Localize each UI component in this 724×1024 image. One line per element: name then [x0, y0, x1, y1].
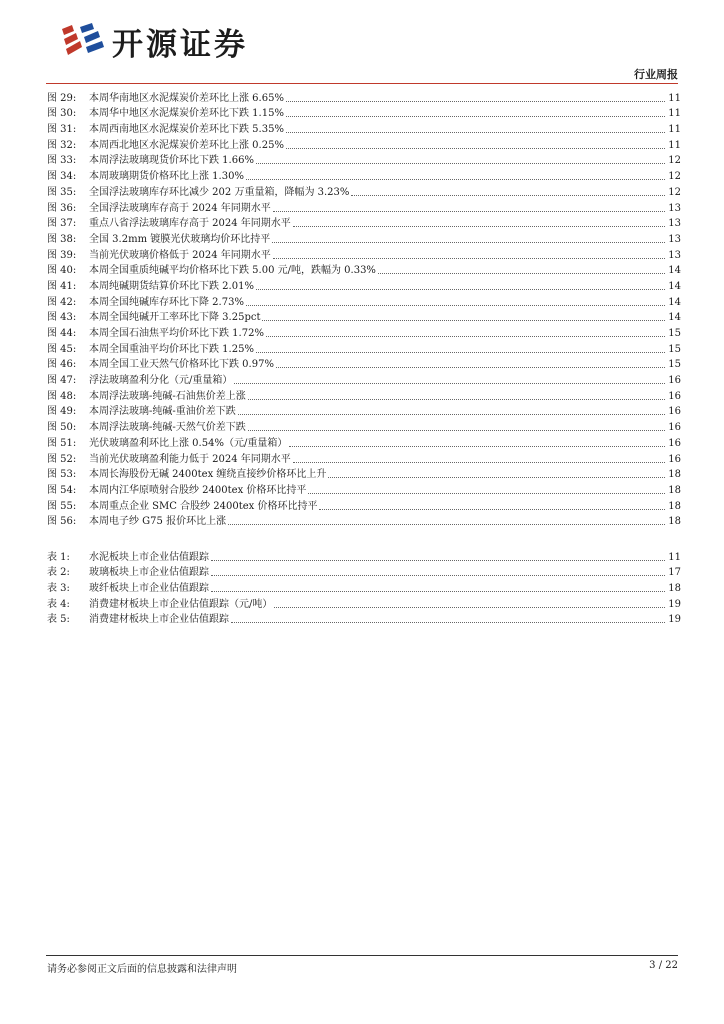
entry-page: 14: [668, 280, 681, 292]
table-entry[interactable]: [47, 595, 681, 611]
entry-title: 光伏玻璃盈利环比上涨 0.54%（元/重量箱）: [89, 437, 288, 449]
dot-leader: [228, 524, 665, 525]
dot-leader: [276, 367, 665, 368]
dot-leader: [248, 430, 665, 431]
figure-entry[interactable]: [47, 199, 681, 215]
figure-entry[interactable]: [47, 340, 681, 356]
entry-page: 13: [668, 233, 681, 245]
entry-title: 本周电子纱 G75 报价环比上涨: [89, 516, 227, 528]
entry-title: 本周全国重油平均价环比下跌 1.25%: [89, 343, 254, 355]
entry-page: 12: [668, 171, 681, 183]
figure-entry[interactable]: [47, 120, 681, 136]
brand-name: 开源证券: [112, 26, 248, 63]
entry-title: 本周华南地区水泥煤炭价差环比上涨 6.65%: [89, 92, 284, 104]
entry-title: 玻纤板块上市企业估值跟踪: [89, 583, 209, 595]
table-entry[interactable]: [47, 564, 681, 580]
dot-leader: [211, 560, 665, 561]
kaiyuan-logo-icon: [58, 21, 106, 61]
entry-number: 图 35:: [47, 186, 77, 198]
dot-leader: [234, 383, 665, 384]
dot-leader: [272, 242, 665, 243]
entry-number: 图 32:: [47, 139, 77, 151]
entry-page: 19: [668, 598, 681, 610]
entry-page: 11: [668, 551, 681, 563]
figure-entry[interactable]: [47, 136, 681, 152]
entry-number: 图 55:: [47, 500, 77, 512]
entry-title: 本周全国石油焦平均价环比下跌 1.72%: [89, 328, 264, 339]
entry-title: 本周全国重质纯碱平均价格环比下跌 5.00 元/吨，跌幅为 0.33%: [89, 265, 376, 277]
entry-title: 全国浮法玻璃库存高于 2024 年同期水平: [89, 202, 271, 214]
figure-entry[interactable]: [47, 434, 681, 450]
figure-entry[interactable]: [47, 513, 681, 529]
entry-number: 表 5:: [47, 614, 70, 626]
entry-page: 15: [668, 359, 681, 371]
entry-number: 图 56:: [47, 516, 77, 528]
entry-page: 16: [668, 422, 681, 434]
entry-number: 图 46:: [47, 359, 77, 371]
dot-leader: [246, 179, 665, 180]
entry-title: 本周全国纯碱开工率环比下降 3.25pct: [89, 312, 261, 324]
figure-entry[interactable]: [47, 403, 681, 419]
entry-title: 全国 3.2mm 镀膜光伏玻璃均价环比持平: [89, 233, 271, 245]
figure-entry[interactable]: [47, 230, 681, 246]
figure-entry[interactable]: [47, 371, 681, 387]
entry-title: 消费建材板块上市企业估值跟踪（元/吨）: [89, 598, 273, 610]
header-divider: [46, 83, 678, 84]
figure-entry[interactable]: [47, 215, 681, 231]
figure-entry[interactable]: [47, 450, 681, 466]
entry-page: 16: [668, 375, 681, 387]
dot-leader: [262, 320, 665, 321]
dot-leader: [293, 462, 665, 463]
entry-page: 18: [668, 516, 681, 528]
entry-number: 图 41:: [47, 280, 77, 292]
entry-title: 本周浮法玻璃-纯碱-石油焦价差上涨: [89, 390, 246, 402]
entry-page: 13: [668, 202, 681, 214]
figure-entry[interactable]: [47, 309, 681, 325]
entry-title: 本周浮法玻璃现货价环比下跌 1.66%: [89, 155, 254, 167]
dot-leader: [246, 305, 665, 306]
dot-leader: [256, 163, 665, 164]
entry-page: 11: [668, 92, 681, 104]
entry-page: 16: [668, 390, 681, 402]
entry-number: 图 37:: [47, 218, 77, 230]
dot-leader: [274, 607, 665, 608]
entry-title: 本周华中地区水泥煤炭价差环比下跌 1.15%: [89, 108, 284, 120]
entry-number: 图 54:: [47, 484, 77, 496]
dot-leader: [238, 414, 665, 415]
entry-page: 19: [668, 614, 681, 626]
dot-leader: [273, 211, 665, 212]
entry-page: 15: [668, 328, 681, 339]
entry-number: 图 47:: [47, 375, 77, 387]
entry-page: 16: [668, 453, 681, 465]
entry-page: 17: [668, 567, 681, 579]
dot-leader: [286, 132, 665, 133]
entry-number: 图 49:: [47, 406, 77, 418]
dot-leader: [266, 336, 665, 337]
dot-leader: [211, 591, 665, 592]
entry-title: 本周重点企业 SMC 合股纱 2400tex 价格环比持平: [89, 500, 318, 512]
entry-page: 18: [668, 500, 681, 512]
entry-page: 13: [668, 249, 681, 261]
dot-leader: [378, 273, 665, 274]
figure-entry[interactable]: [47, 293, 681, 309]
entry-page: 15: [668, 343, 681, 355]
entry-number: 表 4:: [47, 598, 70, 610]
entry-number: 图 53:: [47, 469, 77, 481]
entry-page: 11: [668, 139, 681, 151]
entry-title: 全国浮法玻璃库存环比减少 202 万重量箱，降幅为 3.23%: [89, 186, 350, 198]
figure-list: [47, 89, 681, 528]
entry-number: 表 2:: [47, 567, 70, 579]
entry-number: 表 3:: [47, 583, 70, 595]
dot-leader: [319, 509, 665, 510]
entry-page: 14: [668, 265, 681, 277]
entry-number: 图 36:: [47, 202, 77, 214]
entry-number: 图 34:: [47, 171, 77, 183]
figure-entry[interactable]: [47, 497, 681, 513]
entry-title: 本周西北地区水泥煤炭价差环比上涨 0.25%: [89, 139, 284, 151]
entry-page: 12: [668, 186, 681, 198]
entry-number: 图 43:: [47, 312, 77, 324]
page-number: 3 / 22: [649, 960, 678, 971]
dot-leader: [286, 148, 665, 149]
figure-entry[interactable]: [47, 418, 681, 434]
figure-entry[interactable]: [47, 89, 681, 105]
entry-number: 图 48:: [47, 390, 77, 402]
figure-entry[interactable]: [47, 277, 681, 293]
dot-leader: [328, 477, 665, 478]
figure-entry[interactable]: [47, 152, 681, 168]
entry-title: 本周纯碱期货结算价环比下跌 2.01%: [89, 280, 254, 292]
entry-page: 11: [668, 124, 681, 136]
entry-title: 本周全国工业天然气价格环比下跌 0.97%: [89, 359, 274, 371]
entry-number: 图 42:: [47, 296, 77, 308]
company-logo: [58, 20, 248, 62]
entry-page: 18: [668, 583, 681, 595]
figure-entry[interactable]: [47, 324, 681, 340]
entry-page: 18: [668, 469, 681, 481]
figure-entry[interactable]: [47, 481, 681, 497]
entry-number: 表 1:: [47, 551, 70, 563]
entry-page: 18: [668, 484, 681, 496]
entry-page: 13: [668, 218, 681, 230]
entry-title: 本周玻璃期货价格环比上涨 1.30%: [89, 171, 244, 183]
dot-leader: [293, 226, 665, 227]
dot-leader: [273, 258, 665, 259]
entry-number: 图 40:: [47, 265, 77, 277]
entry-number: 图 52:: [47, 453, 77, 465]
entry-title: 浮法玻璃盈利分化（元/重量箱）: [89, 375, 233, 387]
entry-title: 本周长海股份无碱 2400tex 缠绕直接纱价格环比上升: [89, 469, 327, 481]
entry-title: 本周内江华原喷射合股纱 2400tex 价格环比持平: [89, 484, 307, 496]
entry-page: 16: [668, 406, 681, 418]
entry-title: 本周浮法玻璃-纯碱-重油价差下跌: [89, 406, 236, 418]
figure-entry[interactable]: [47, 167, 681, 183]
entry-number: 图 33:: [47, 155, 77, 167]
figure-entry[interactable]: [47, 105, 681, 121]
table-list: [47, 548, 681, 626]
entry-number: 图 29:: [47, 92, 77, 104]
footer-divider: [46, 955, 678, 956]
entry-number: 图 30:: [47, 108, 77, 120]
figure-entry[interactable]: [47, 246, 681, 262]
entry-title: 重点八省浮法玻璃库存高于 2024 年同期水平: [89, 218, 291, 230]
entry-title: 当前光伏玻璃价格低于 2024 年同期水平: [89, 249, 271, 261]
entry-page: 14: [668, 296, 681, 308]
entry-number: 图 50:: [47, 422, 77, 434]
entry-page: 12: [668, 155, 681, 167]
figure-entry[interactable]: [47, 183, 681, 199]
entry-title: 本周全国纯碱库存环比下降 2.73%: [89, 296, 244, 308]
figure-entry[interactable]: [47, 356, 681, 372]
entry-title: 本周西南地区水泥煤炭价差环比下跌 5.35%: [89, 124, 284, 136]
dot-leader: [286, 116, 665, 117]
dot-leader: [286, 101, 665, 102]
entry-title: 当前光伏玻璃盈利能力低于 2024 年同期水平: [89, 453, 291, 465]
table-entry[interactable]: [47, 579, 681, 595]
entry-number: 图 38:: [47, 233, 77, 245]
dot-leader: [308, 493, 665, 494]
figure-entry[interactable]: [47, 262, 681, 278]
entry-title: 玻璃板块上市企业估值跟踪: [89, 567, 209, 579]
table-entry[interactable]: [47, 548, 681, 564]
dot-leader: [211, 575, 665, 576]
figure-entry[interactable]: [47, 466, 681, 482]
dot-leader: [256, 289, 665, 290]
entry-number: 图 39:: [47, 249, 77, 261]
dot-leader: [248, 399, 665, 400]
dot-leader: [289, 446, 665, 447]
legal-disclaimer: 请务必参阅正文后面的信息披露和法律声明: [47, 964, 237, 975]
entry-page: 11: [668, 108, 681, 120]
table-entry[interactable]: [47, 611, 681, 627]
dot-leader: [256, 352, 665, 353]
entry-number: 图 45:: [47, 343, 77, 355]
entry-number: 图 31:: [47, 124, 77, 136]
figure-entry[interactable]: [47, 387, 681, 403]
entry-page: 14: [668, 312, 681, 324]
document-type-label: 行业周报: [634, 68, 678, 81]
entry-title: 消费建材板块上市企业估值跟踪: [89, 614, 229, 626]
entry-title: 本周浮法玻璃-纯碱-天然气价差下跌: [89, 422, 246, 434]
dot-leader: [231, 622, 665, 623]
entry-title: 水泥板块上市企业估值跟踪: [89, 551, 209, 563]
dot-leader: [351, 195, 665, 196]
entry-number: 图 44:: [47, 328, 77, 339]
entry-page: 16: [668, 437, 681, 449]
entry-number: 图 51:: [47, 437, 77, 449]
